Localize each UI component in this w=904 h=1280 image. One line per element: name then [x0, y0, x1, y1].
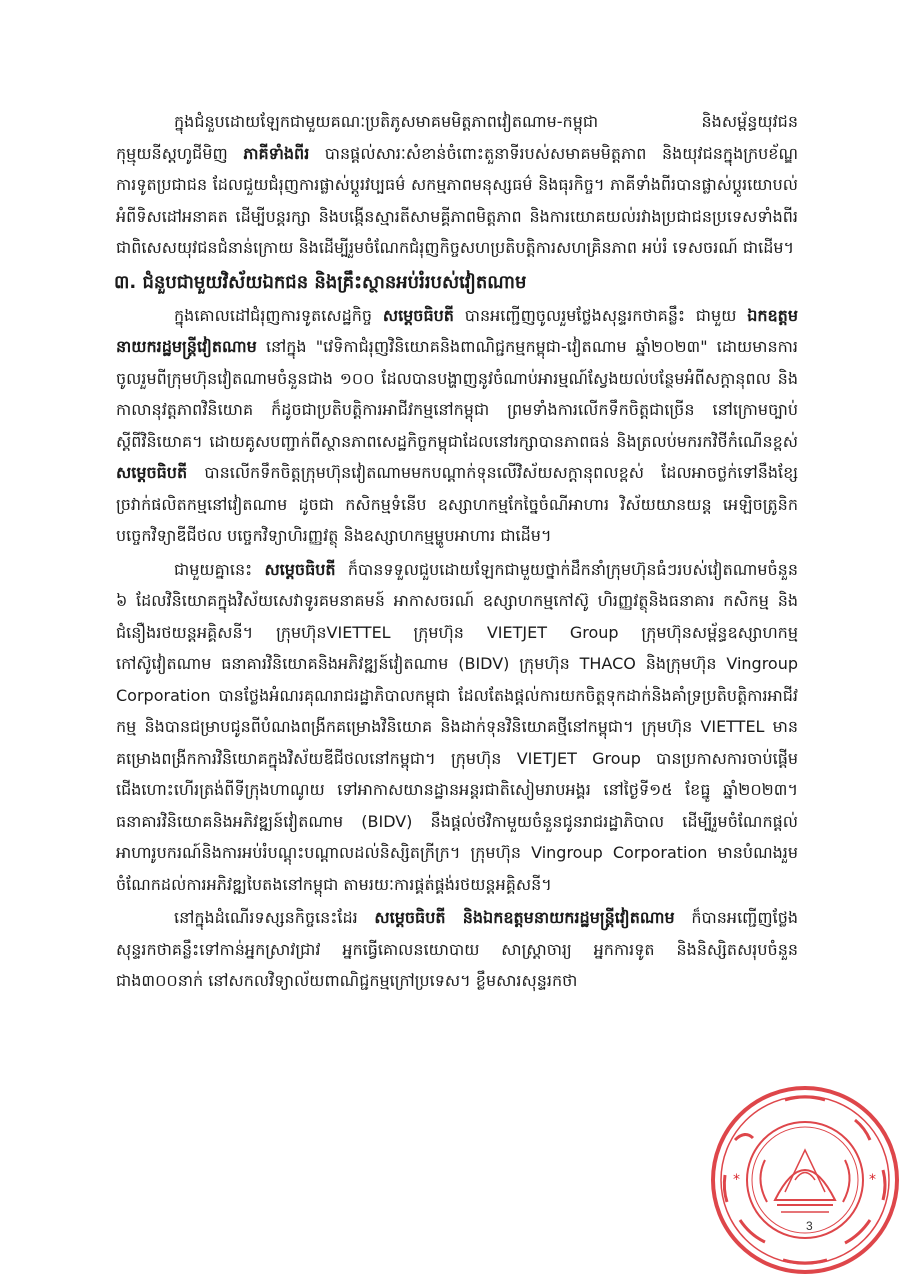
paragraph-company-meetings	[116, 554, 798, 901]
bold-phrase: សម្តេចធិបតី	[264, 559, 336, 579]
paragraph-vietnam-cambodia-friendship-meeting	[116, 106, 798, 264]
section-heading-3: ៣. ជំនួបជាមួយវិស័យឯកជន និងគ្រឹះស្ថានអប់រំរបស់វៀតណាម	[114, 271, 527, 293]
paragraph-text: ក៏បានទទួលជួបដោយឡែកជាមួយថ្នាក់ដឹកនាំក្រុមហ៊ុនធំៗរបស់វៀតណាមចំនួន ៦ ដែលវិនិយោគក្នុងវិស័យសេវាទូរគមនាគមន៍ អាកាសចរណ៍ ឧស្សាហកម្មកៅស៊ូ ហិរញ្ញវត្ថុនិងធនាគារ កសិកម្ម និងជំនឿងរថយន្តអគ្គិសនី។ ក្រុមហ៊ុនVIETTEL ក្រុមហ៊ុន VIETJET Group ក្រុមហ៊ុនសម្ព័ន្ធឧស្សាហកម្មកៅស៊ូវៀតណាម ធនាគារវិនិយោគនិងអភិវឌ្ឍន៍វៀតណាម (BIDV) ក្រុមហ៊ុន THACO និងក្រុមហ៊ុន Vingroup Corporation បានថ្លែងអំណរគុណរាជរដ្ឋាភិបាលកម្ពុជា ដែលតែងផ្តល់ការយកចិត្តទុកដាក់និងគាំទ្រប្រតិបត្តិការអាជីវកម្ម និងបានជម្រាបជូនពីបំណងពង្រីកគម្រោងវិនិយោគ និងដាក់ទុនវិនិយោគថ្មីនៅកម្ពុជា។ ក្រុមហ៊ុន VIETTEL មានគម្រោងពង្រីកការវិនិយោគក្នុងវិស័យឌីជីថលនៅកម្ពុជា។ ក្រុមហ៊ុន VIETJET Group បានប្រកាសការចាប់ផ្តើមជើងហោះហើរត្រង់ពីទីក្រុងហាណូយ ទៅអាកាសយានដ្ឋានអន្តរជាតិសៀមរាបអង្គរ នៅថ្ងៃទី១៥ ខែធ្នូ ឆ្នាំ២០២៣។ ធនាគារវិនិយោគនិងអភិវឌ្ឍន៍វៀតណាម (BIDV) នឹងផ្តល់ថវិកាមួយចំនួនជូនរាជរដ្ឋាភិបាល ដើម្បីរួមចំណែកផ្តល់អាហារូបករណ៍និងការអប់រំបណ្តុះបណ្តាលដល់និស្សិតក្រីក្រ។ ក្រុមហ៊ុន Vingroup Corporation មានបំណងរួមចំណែកដល់ការអភិវឌ្ឍបៃតងនៅកម្ពុជា តាមរយៈការផ្គត់ផ្គង់រថយន្តអគ្គិសនី។	[116, 559, 798, 894]
bold-phrase: ឯកឧត្តមនាយករដ្ឋមន្ត្រីវៀតណាម	[116, 305, 798, 356]
paragraph-text: នៅក្នុង "វេទិកាជំរុញវិនិយោគនិងពាណិជ្ជកម្មកម្ពុជា-វៀតណាម ឆ្នាំ២០២៣" ដោយមានការចូលរួមពីក្រុមហ៊ុនវៀតណាមចំនួនជាង ១០០ ដែលបានបង្ហាញនូវចំណាប់អារម្មណ៍ស្វែងយល់បន្ថែមអំពីសក្តានុពល និងកាលានុវត្តភាពវិនិយោគ ក៏ដូចជាប្រតិបត្តិការអាជីវកម្មនៅកម្ពុជា ព្រមទាំងការលើកទឹកចិត្តជាច្រើន នៅក្រោមច្បាប់ស្តីពីវិនិយោគ។ ដោយគូសបញ្ជាក់ពីស្ថានភាពសេដ្ឋកិច្ចកម្ពុជាដែលនៅរក្សាបានភាពធន់ និងត្រលប់មករកវិថីកំណើនខ្ពស់	[116, 337, 798, 451]
paragraph-text: បានអញ្ជើញចូលរួមថ្លែងសុន្ទរកថាគន្លឹះ ជាមួយ	[453, 305, 748, 325]
bold-phrase: សម្តេចធិបតី	[116, 463, 188, 482]
paragraph-investment-forum	[116, 300, 798, 552]
bold-phrase: សម្តេចធិបតី	[382, 305, 454, 325]
paragraph-text: នៅក្នុងដំណើរទស្សនកិច្ចនេះដែរ	[174, 908, 375, 927]
page-number: 3	[806, 1219, 813, 1233]
paragraph-university-speech	[116, 902, 798, 997]
paragraph-text: បានលើកទឹកចិត្តក្រុមហ៊ុនវៀតណាមមកបណ្តាក់ទុនលើវិស័យសក្តានុពលខ្ពស់ ដែលអាចថ្លក់ទៅនឹងខ្សែច្រវាក់ផលិតកម្មនៅវៀតណាម ដូចជា កសិកម្មទំនើប ឧស្សាហកម្មកែច្នៃចំណីអាហារ វិស័យយានយន្ត អេឡិចត្រូនិក បច្ចេកវិទ្យាឌីជីថល បច្ចេកវិទ្យាហិរញ្ញវត្ថុ និងឧស្សាហកម្មម្ហូបអាហារ ជាដើម។	[116, 463, 798, 545]
bold-phrase: សម្តេចធិបតី និងឯកឧត្តមនាយករដ្ឋមន្ត្រីវៀតណាម	[374, 908, 675, 927]
paragraph-text: បានផ្តល់សារៈសំខាន់ចំពោះតួនាទីរបស់សមាគមមិត្តភាព និងយុវជនក្នុងក្របខ័ណ្ឌការទូតប្រជាជន ដែលជួយជំរុញការផ្លាស់ប្តូរវប្បធម៌ សកម្មភាពមនុស្សធម៌ និងធុរកិច្ច។ ភាគីទាំងពីរបានផ្លាស់ប្តូរយោបល់អំពីទិសដៅអនាគត ដើម្បីបន្តរក្សា និងបង្កើនស្មារតីសាមគ្គីភាពមិត្តភាព និងការយោគយល់រវាងប្រជាជនប្រទេសទាំងពីរ ជាពិសេសយុវជនជំនាន់ក្រោយ និងដើម្បីរួមចំណែកជំរុញកិច្ចសហប្រតិបត្តិការសហគ្រិនភាព អប់រំ ទេសចរណ៍ ជាដើម។	[116, 143, 798, 257]
paragraph-text: ក៏បានអញ្ជើញថ្លែងសុន្ទរកថាគន្លឹះទៅកាន់អ្នកស្រាវជ្រាវ អ្នកធ្វើគោលនយោបាយ សាស្ត្រាចារ្យ អ្នកការទូត និងនិស្សិតសរុបចំនួនជាង៣០០នាក់ នៅសកលវិទ្យាល័យពាណិជ្ជកម្មក្រៅប្រទេស។ ខ្លឹមសារសុន្ទរកថា	[116, 908, 799, 990]
svg-text:*: *	[733, 1172, 740, 1188]
document-body	[116, 106, 798, 999]
paragraph-text: ក្នុងជំនួបដោយឡែកជាមួយគណៈប្រតិភូសមាគមមិត្តភាពវៀតណាម-កម្ពុជា និងសម្ព័ន្ធយុវជនកុម្មុយនីស្តហូជីមិញ	[116, 112, 798, 163]
paragraph-text: ជាមួយគ្នានេះ	[174, 559, 265, 579]
bold-phrase: ភាគីទាំងពីរ	[243, 143, 310, 163]
official-seal-stamp	[705, 1080, 900, 1275]
svg-text:*: *	[869, 1172, 876, 1188]
paragraph-text: ក្នុងគោលដៅជំរុញការទូតសេដ្ឋកិច្ច	[174, 305, 383, 325]
